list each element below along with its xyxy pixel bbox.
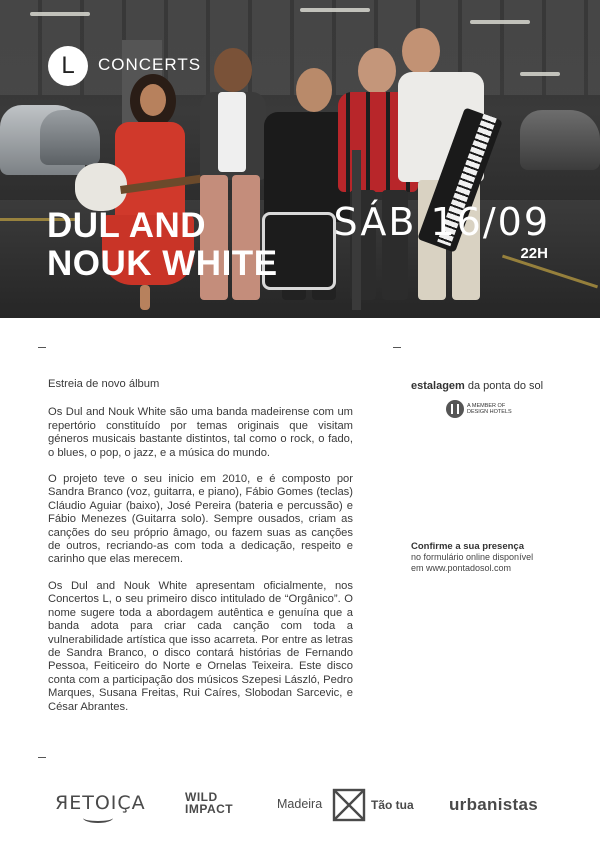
event-description — [48, 378, 353, 727]
concerts-l-logo — [48, 46, 88, 86]
event-time: 22H — [520, 245, 548, 262]
design-hotels-badge — [446, 400, 571, 418]
parked-car — [520, 110, 600, 170]
divider-dash — [38, 347, 46, 348]
retoica-logo: ЯETOIÇA — [55, 792, 146, 814]
urbanistas-logo: urbanistas — [449, 795, 538, 814]
wild-line2: IMPACT — [185, 802, 234, 816]
member-line1: A MEMBER OF — [467, 403, 506, 409]
rsvp-title: Confirme a sua presença — [411, 541, 524, 552]
hero-photo — [0, 0, 600, 318]
logo-letter: L — [61, 52, 75, 79]
event-date: SÁB 16/09 — [333, 200, 550, 244]
divider-dash — [393, 347, 401, 348]
madeira-emblem-icon — [332, 788, 366, 822]
hotel-name-bold: estalagem — [411, 380, 465, 392]
description-paragraph: Os Dul and Nouk White apresentam oficialmente, nos Concertos L, o seu primeiro disco intitulado de “Orgânico”. O nome sugere toda a abordagem autêntica e genuína que a banda adota para criar cada canção com toda a vulnerabilidade artística que isso acarreta. Por entre as letras de Sandra Branco, o disco contará histórias de Fernando Pessoa, Feiticeiro do Norte e Ornelas Teixeira. Este disco conta com a participação dos músicos Szepesi László, Pedro Marques, Susana Freitas, Rui Caíres, Slobodan Sarcevic, e César Abrantes. — [48, 579, 353, 713]
ceiling-light — [30, 12, 90, 16]
ceiling-light — [300, 8, 370, 12]
wild-impact-logo — [185, 791, 233, 815]
hotel-sidebar — [411, 380, 571, 418]
retoica-swirl-icon — [83, 813, 113, 823]
wild-line1: WILD — [185, 790, 218, 804]
description-paragraph: Os Dul and Nouk White são uma banda madeirense com um repertório constituído por temas originais que visitam géneros musicais bastante distintos, tal como o rock, o fado, o blues, o pop, o jazz, e a música do mundo. — [48, 406, 353, 459]
parked-car — [40, 110, 100, 165]
sponsor-logos — [0, 780, 600, 830]
rsvp-info — [411, 541, 581, 574]
band-title — [47, 207, 327, 283]
ceiling-light — [520, 72, 560, 76]
madeira-label: Madeira — [277, 797, 323, 811]
taotua-label: Tão tua — [371, 798, 414, 812]
rsvp-line1: no formulário online disponível — [411, 552, 534, 562]
ceiling-light — [470, 20, 530, 24]
design-hotels-icon — [446, 400, 464, 418]
rsvp-line2[interactable]: em www.pontadosol.com — [411, 563, 512, 573]
description-paragraph: O projeto teve o seu inicio em 2010, e é composto por Sandra Branco (voz, guitarra, e piano), Fábio Gomes (teclas) Cláudio Aguiar (baixo), José Pereira (bateria e percussão) e Fábio Menezes (Guitarra solo). Sempre ousados, criam as canções do seu próprio âmago, ou fazem suas as canções de outros, recriando-as com toda a dedicação, respeito e carinho que elas merecem. — [48, 473, 353, 566]
band-title-line2: NOUK WHITE — [47, 244, 278, 283]
member-line2: DESIGN HOTELS — [467, 409, 512, 415]
album-lead: Estreia de novo álbum — [48, 378, 160, 390]
hotel-name-rest: da ponta do sol — [464, 380, 544, 392]
divider-dash — [38, 757, 46, 758]
hotel-name — [411, 380, 571, 392]
concerts-label: CONCERTS — [98, 55, 202, 74]
band-title-line1: DUL AND — [47, 206, 207, 245]
